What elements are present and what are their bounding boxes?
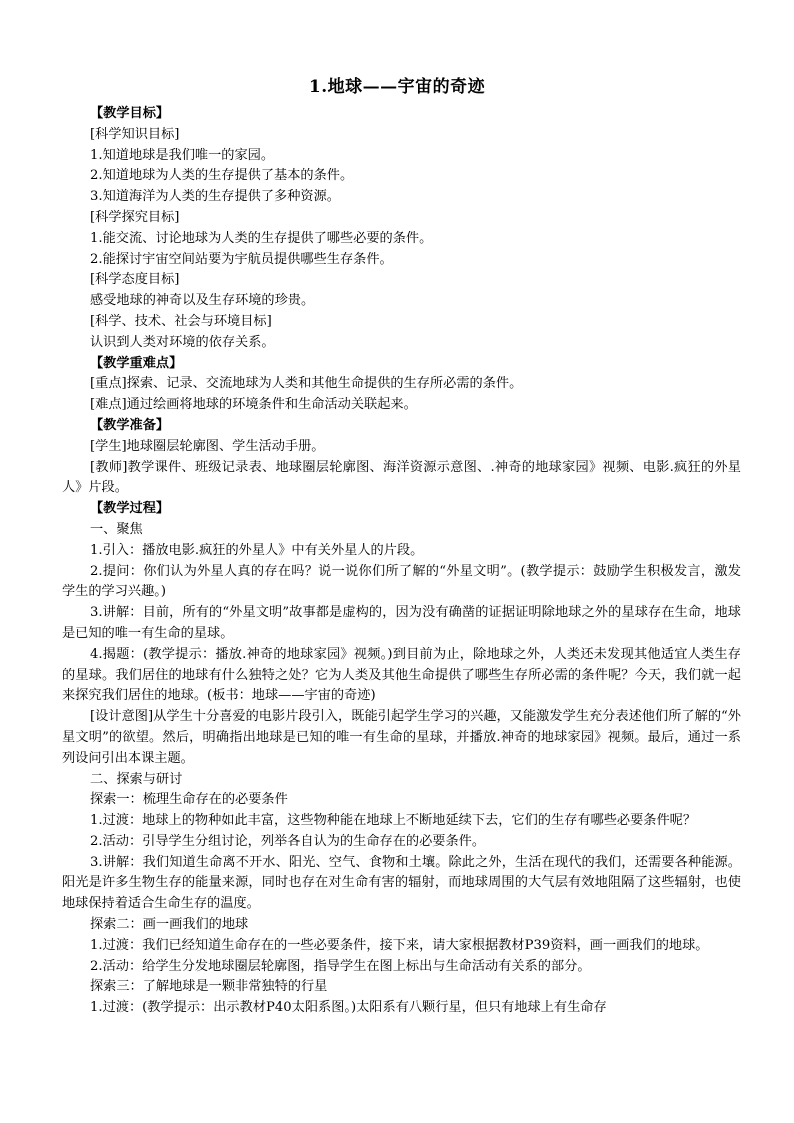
paragraph: 探索一：梳理生命存在的必要条件: [90, 792, 288, 808]
paragraph: 3.讲解：我们知道生命离不开水、阳光、空气、食物和土壤。除此之外，生活在现代的我们，还需要各种能源。阳光是许多生物生存的能量来源，同时也存在对生命有害的辐射，而地球周围的大气层有效地阻隔了这些辐射，也使地球保持着适合生命生存的温度。: [62, 854, 741, 912]
document-body: [62, 104, 741, 1019]
paragraph: 1.知道地球是我们唯一的家园。: [90, 147, 275, 163]
paragraph: 认识到人类对环境的依存关系。: [90, 334, 275, 350]
paragraph: [学生]地球圈层轮廓图、学生活动手册。: [90, 438, 325, 454]
paragraph: 感受地球的神奇以及生存环境的珍贵。: [90, 293, 315, 309]
paragraph: 2.知道地球为人类的生存提供了基本的条件。: [90, 168, 354, 184]
paragraph: 【教学过程】: [90, 501, 170, 517]
paragraph: [教师]教学课件、班级记录表、地球圈层轮廓图、海洋资源示意图、.神奇的地球家园》视频、电影.疯狂的外星人》片段。: [62, 459, 741, 496]
paragraph: [重点]探索、记录、交流地球为人类和其他生命提供的生存所必需的条件。: [90, 376, 523, 392]
paragraph: [难点]通过绘画将地球的环境条件和生命活动关联起来。: [90, 397, 417, 413]
paragraph: 一、聚焦: [90, 521, 143, 537]
document-title: 1.地球——宇宙的奇迹: [308, 77, 486, 97]
paragraph: 【教学重难点】: [90, 355, 183, 371]
paragraph: [设计意图]从学生十分喜爱的电影片段引入，既能引起学生学习的兴趣，又能激发学生充分表述他们所了解的“外星文明”的欲望。然后，明确指出地球是已知的唯一有生命的星球，并播放.神奇的地球家园》视频。最后，通过一系列设问引出本课主题。: [62, 709, 741, 766]
paragraph: 探索三：了解地球是一颗非常独特的行星: [90, 979, 328, 995]
paragraph: 1.引入：播放电影.疯狂的外星人》中有关外星人的片段。: [90, 542, 424, 558]
paragraph: 二、探索与研讨: [90, 771, 183, 787]
paragraph: 2.提问：你们认为外星人真的存在吗？说一说你们所了解的“外星文明”。(教学提示：鼓励学生积极发言，激发学生的学习兴趣。): [62, 563, 741, 600]
paragraph: 3.知道海洋为人类的生存提供了多种资源。: [90, 189, 340, 205]
paragraph: [科学态度目标]: [90, 272, 180, 288]
paragraph: 1.能交流、讨论地球为人类的生存提供了哪些必要的条件。: [90, 230, 433, 246]
paragraph: 1.过渡：(教学提示：出示教材P40太阳系图。)太阳系有八颗行星，但只有地球上有生命存: [90, 1000, 607, 1016]
paragraph: 探索二：画一画我们的地球: [90, 917, 249, 933]
paragraph: 【教学准备】: [90, 417, 170, 433]
paragraph: 2.活动：给学生分发地球圈层轮廓图，指导学生在图上标出与生命活动有关系的部分。: [90, 958, 591, 974]
paragraph: 1.过渡：地球上的物种如此丰富，这些物种能在地球上不断地延续下去，它们的生存有哪些必要条件呢？: [90, 813, 697, 829]
paragraph: 3.讲解：目前，所有的“外星文明”故事都是虚构的，因为没有确凿的证据证明除地球之外的星球存在生命，地球是已知的唯一有生命的星球。: [62, 605, 741, 641]
paragraph: [科学探究目标]: [90, 209, 180, 225]
paragraph: [科学、技术、社会与环境目标]: [90, 313, 272, 329]
paragraph: 【教学目标】: [90, 106, 170, 121]
paragraph: 1.过渡：我们已经知道生命存在的一些必要条件，接下来，请大家根据教材P39资料，画一画我们的地球。: [90, 937, 709, 953]
paragraph: [科学知识目标]: [90, 126, 180, 142]
paragraph: 2.活动：引导学生分组讨论，列举各自认为的生命存在的必要条件。: [90, 833, 486, 849]
paragraph: 2.能探讨宇宙空间站要为宇航员提供哪些生存条件。: [90, 251, 393, 267]
paragraph: 4.揭题：(教学提示：播放.神奇的地球家园》视频。)到目前为止，除地球之外，人类还未发现其他适宜人类生存的星球。我们居住的地球有什么独特之处？它为人类及其他生命提供了哪些生存所必需的条件呢？今天，我们就一起来探究我们居住的地球。(板书：地球——宇宙的奇迹): [62, 646, 741, 704]
